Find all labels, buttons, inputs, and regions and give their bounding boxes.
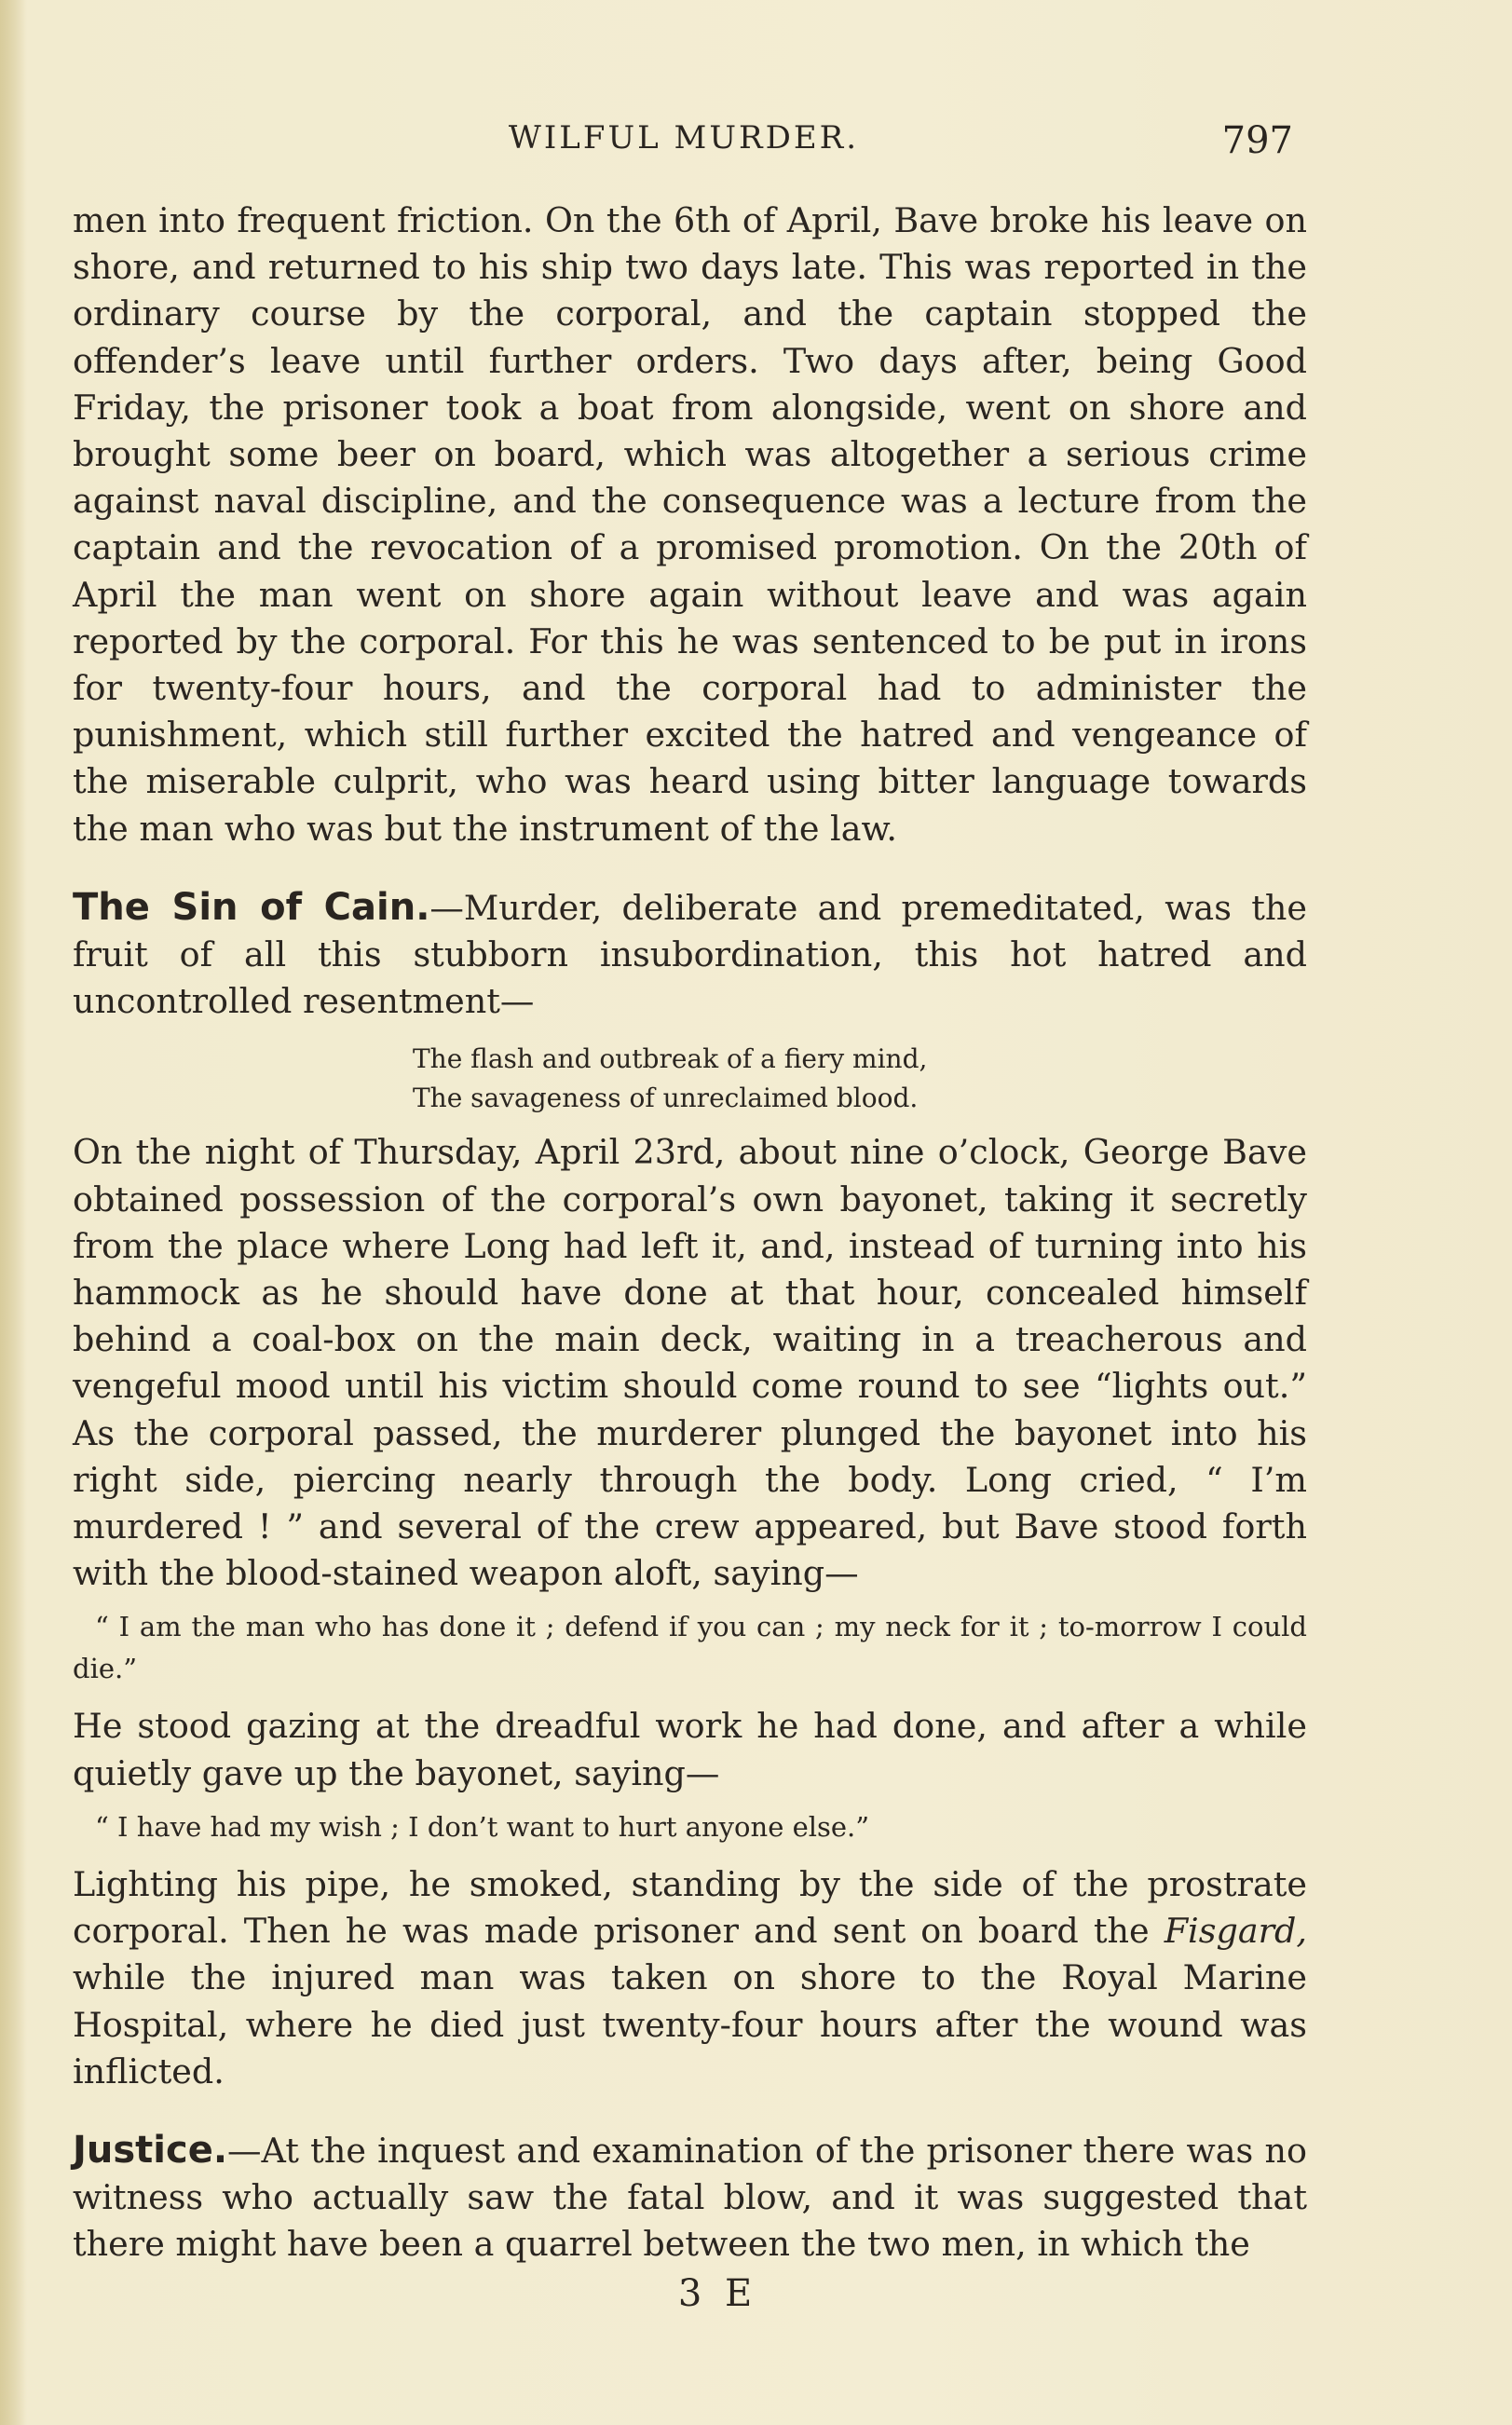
verse-line: The flash and outbreak of a fiery mind, xyxy=(413,1043,928,1075)
block-quote-2: “ I have had my wish ; I don’t want to hurt anyone else.” xyxy=(95,1810,870,1843)
section-heading-justice: Justice. xyxy=(73,2128,228,2172)
paragraph-2-text: —Murder, deliberate and premeditated, was the fruit of all this stubborn insubordination, this hot hatred and uncontrolled resentment— xyxy=(73,887,1308,1022)
ship-name: Fisgard, xyxy=(1164,1911,1307,1952)
page-header xyxy=(75,119,1293,166)
verse-quotation xyxy=(413,1040,1307,1118)
paragraph-5 xyxy=(73,1861,1307,2095)
paragraph-1: men into frequent friction. On the 6th of April, Bave broke his leave on shore, and returned to his ship two days late. This was reported in the ordinary course by the corporal, and the captain stopped the offender’s leave until further orders. Two days after, being Good Friday, the prisoner took a boat from alongside, went on shore and brought some beer on board, which was altogether a serious crime against naval discipline, and the consequence was a lecture from the captain and the revocation of a promised promotion. On the 20th of April the man went on shore again without leave and was again reported by the corporal. For this he was sentenced to be put in irons for twenty-four hours, and the corporal had to administer the punishment, which still further excited the hatred and vengeance of the miserable culprit, who was heard using bitter language towards the man who was but the instrument of the law. xyxy=(73,200,1307,849)
paragraph-3: On the night of Thursday, April 23rd, about nine o’clock, George Bave obtained possession of the corporal’s own bayonet, taking it secretly from the place where Long had left it, and, instead of turning into his hammock as he should have done at that hour, concealed himself behind a coal-box on the main deck, waiting in a treacherous and vengeful mood until his victim should come round to see “lights out.” As the corporal passed, the murderer plunged the bayonet into his right side, piercing nearly through the body. Long cried, “ I’m murdered ! ” and several of the crew appeared, but Bave stood forth with the blood-stained weapon aloft, saying— xyxy=(73,1132,1307,1594)
paragraph-5-text-end: while the injured man was taken on shore to the Royal Marine Hospital, where he died just twenty-four hours after the wound was inflicted. xyxy=(73,1957,1307,2091)
paragraph-justice xyxy=(73,2127,1307,2268)
verse-line: The savageness of unreclaimed blood. xyxy=(413,1083,919,1114)
block-quote-1: “ I am the man who has done it ; defend if you can ; my neck for it ; to-morrow I could die.” xyxy=(73,1611,1307,1685)
page-binding-shadow xyxy=(0,0,26,2425)
section-heading-sin-of-cain: The Sin of Cain. xyxy=(73,885,430,929)
paragraph-5-text: Lighting his pipe, he smoked, standing by the side of the prostrate corporal. Then he was made prisoner and sent on board the xyxy=(73,1863,1307,1952)
page-number: 797 xyxy=(1221,119,1293,162)
paragraph-4: He stood gazing at the dreadful work he had done, and after a while quietly gave up the bayonet, saying— xyxy=(73,1706,1307,1793)
body-text xyxy=(73,198,1307,2315)
paragraph-6-text: —At the inquest and examination of the prisoner there was no witness who actually saw the fatal blow, and it was suggested that there might have been a quarrel between the two men, in which the xyxy=(73,2130,1307,2265)
paragraph-sin-of-cain xyxy=(73,884,1307,1026)
running-title: WILFUL MURDER. xyxy=(508,119,860,157)
signature-mark: 3 E xyxy=(677,2271,758,2315)
